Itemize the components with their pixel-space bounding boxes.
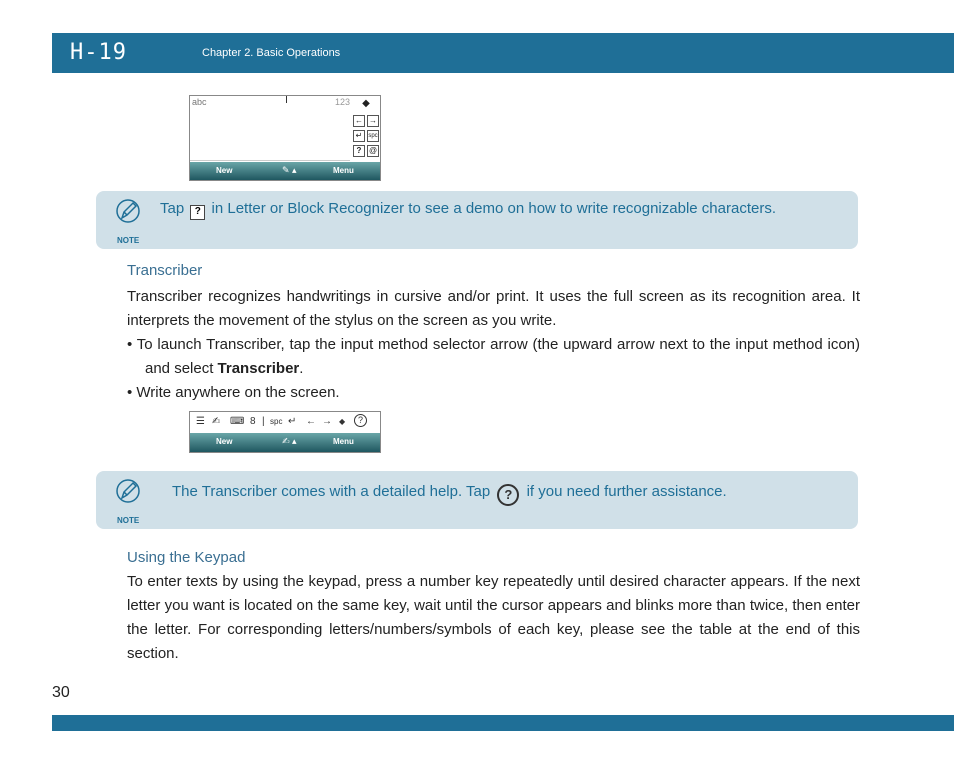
help-icon[interactable]: ? — [354, 414, 367, 427]
right-arrow-key[interactable]: → — [369, 116, 377, 125]
right-arrow-key[interactable]: → — [322, 416, 332, 427]
transcriber-toolbar-screenshot — [189, 411, 381, 453]
pencil-icon — [114, 477, 142, 505]
new-softkey[interactable]: New — [216, 437, 233, 446]
brand-logo: H-19 — [70, 40, 127, 65]
glyph-icon[interactable]: 8 — [250, 416, 256, 427]
section-title-keypad: Using the Keypad — [127, 549, 246, 566]
symbol-key[interactable]: @ — [368, 146, 378, 155]
transcriber-paragraph: Transcriber recognizes handwritings in cursive and/or print. It uses the full screen as its recognition area. It interprets the movement of the stylus on the screen as you write. — [127, 288, 860, 329]
chapter-title: Chapter 2. Basic Operations — [202, 47, 341, 59]
transcriber-toolbar — [190, 412, 380, 434]
page-number: 30 — [52, 684, 70, 701]
keypad-paragraph: To enter texts by using the keypad, press a number key repeatedly until desired character appears. If the next letter you want is located on the same key, wait until the cursor appears and blinks more than twice, then enter the letter. For corresponding letters/numbers/symbols of each key, please see the table at the end of this section. — [127, 573, 860, 662]
note-box — [96, 471, 858, 529]
left-arrow-key[interactable]: ← — [306, 416, 316, 427]
pencil-icon — [114, 197, 142, 225]
help-key[interactable]: ? — [353, 145, 365, 157]
help-key-icon: ? — [190, 205, 205, 220]
taskbar — [190, 433, 380, 452]
input-method-selector-icon[interactable]: ✍ ▴ — [282, 436, 297, 446]
writing-area — [190, 96, 350, 161]
toolbar-divider: | — [262, 416, 265, 427]
section-title-transcriber: Transcriber — [127, 262, 203, 279]
help-icon: ? — [497, 484, 519, 506]
note-label: NOTE — [117, 236, 140, 245]
keyboard-icon[interactable]: ⌨ — [230, 416, 245, 427]
note-text: The Transcriber comes with a detailed help. Tap ? if you need further assistance. — [172, 483, 727, 506]
format-icon[interactable]: ☰ — [196, 416, 205, 427]
num-zone-label: 123 — [335, 97, 351, 107]
bullet-write: • Write anywhere on the screen. — [127, 384, 340, 401]
recognizer-icon[interactable]: ✍ — [212, 416, 221, 427]
header-bar — [52, 33, 954, 73]
left-arrow-key[interactable]: ← — [355, 116, 363, 125]
new-softkey[interactable]: New — [216, 166, 233, 175]
space-key[interactable]: spc — [270, 417, 283, 426]
backspace-icon[interactable]: ◆ — [360, 99, 372, 111]
note-text: Tap ? in Letter or Block Recognizer to see a demo on how to write recognizable characters. — [160, 200, 776, 220]
letter-recognizer-screenshot — [189, 95, 381, 181]
note-box — [96, 191, 858, 249]
note-label: NOTE — [117, 516, 140, 525]
input-method-selector-icon[interactable]: ✎ ▴ — [282, 165, 297, 175]
abc-zone-label: abc — [192, 97, 207, 107]
taskbar — [190, 162, 380, 180]
backspace-icon[interactable]: ◆ — [339, 417, 346, 426]
zone-separator — [286, 96, 287, 103]
menu-softkey[interactable]: Menu — [333, 437, 354, 446]
recognizer-keys — [353, 97, 381, 160]
enter-key[interactable]: ↵ — [288, 416, 297, 427]
space-key[interactable]: spc — [367, 130, 379, 142]
bullet-launch: • To launch Transcriber, tap the input method selector arrow (the upward arrow next to the input method icon) and select Transcriber. — [127, 336, 860, 377]
footer-bar — [52, 715, 954, 731]
menu-softkey[interactable]: Menu — [333, 166, 354, 175]
enter-key[interactable]: ↵ — [353, 130, 365, 142]
